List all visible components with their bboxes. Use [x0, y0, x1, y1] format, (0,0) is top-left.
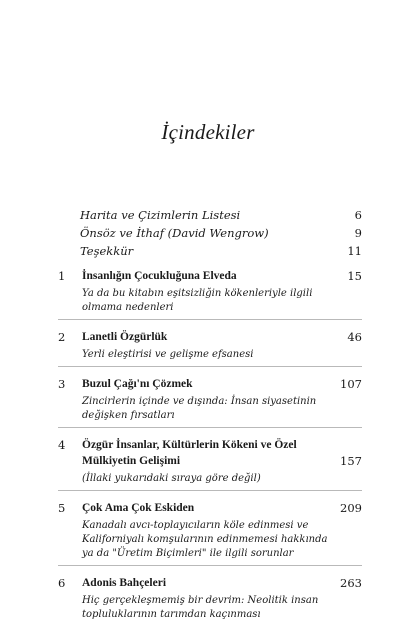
chapter-3[interactable]: [58, 376, 362, 428]
chapter-title: Adonis Bahçeleri: [82, 577, 167, 589]
chapter-title: Özgür İnsanlar, Kültürlerin Kökeni ve Özel Mülkiyetin Gelişimi: [82, 439, 297, 467]
chapter-1[interactable]: [58, 268, 362, 320]
chapter-subtitle: Ya da bu kitabın eşitsizliğin kökenleriyle ilgili olmama nedenleri: [82, 288, 313, 313]
chapter-number: 4: [58, 438, 66, 452]
page-title: İçindekiler: [161, 120, 255, 144]
entry-page: 11: [347, 244, 362, 258]
chapter-list: [58, 268, 362, 630]
chapter-subtitle: Yerli eleştirisi ve gelişme efsanesi: [82, 349, 254, 360]
chapter-subtitle: Kanadalı avcı-toplayıcıların köle edinmesi ve Kaliforniyalı komşularının edinmemesi hakkında ya da "Üretim Biçimleri" ile ilgili sorunlar: [82, 520, 328, 559]
entry-label: Harita ve Çizimlerin Listesi: [80, 208, 241, 222]
chapter-number: 5: [58, 501, 66, 515]
chapter-subtitle: Zincirlerin içinde ve dışında: İnsan siyasetinin değişken fırsatları: [82, 396, 317, 421]
entry-label: Önsöz ve İthaf (David Wengrow): [80, 226, 269, 240]
chapter-subtitle: Hiç gerçekleşmemiş bir devrim: Neolitik insan topluluklarının tarımdan kaçınması: [82, 595, 319, 620]
entry-page: 6: [354, 208, 362, 222]
chapter-page: 15: [347, 269, 362, 283]
chapter-page: 209: [340, 501, 362, 515]
entry-label: Teşekkür: [80, 244, 134, 258]
chapter-page: 263: [340, 576, 362, 590]
chapter-title: Lanetli Özgürlük: [82, 331, 168, 343]
front-matter-list: [80, 206, 362, 260]
chapter-6[interactable]: [58, 575, 362, 622]
chapter-title: Çok Ama Çok Eskiden: [82, 502, 195, 514]
chapter-2[interactable]: [58, 329, 362, 367]
chapter-number: 3: [58, 377, 66, 391]
chapter-4[interactable]: [58, 437, 362, 491]
chapter-page: 107: [340, 377, 362, 391]
chapter-number: 1: [58, 269, 66, 283]
chapter-number: 6: [58, 576, 66, 590]
chapter-page: 46: [347, 330, 362, 344]
entry-page: 9: [354, 226, 362, 240]
chapter-5[interactable]: [58, 500, 362, 566]
chapter-title: Buzul Çağı'nı Çözmek: [82, 378, 193, 390]
chapter-title: İnsanlığın Çocukluğuna Elveda: [82, 270, 237, 282]
toc-entry-map-list[interactable]: [80, 206, 362, 224]
chapter-page: 157: [340, 454, 362, 468]
chapter-number: 2: [58, 330, 66, 344]
toc-entry-acknowledgements[interactable]: [80, 242, 362, 260]
chapter-subtitle: (İllaki yukarıdaki sıraya göre değil): [82, 473, 261, 484]
toc-entry-preface[interactable]: [80, 224, 362, 242]
